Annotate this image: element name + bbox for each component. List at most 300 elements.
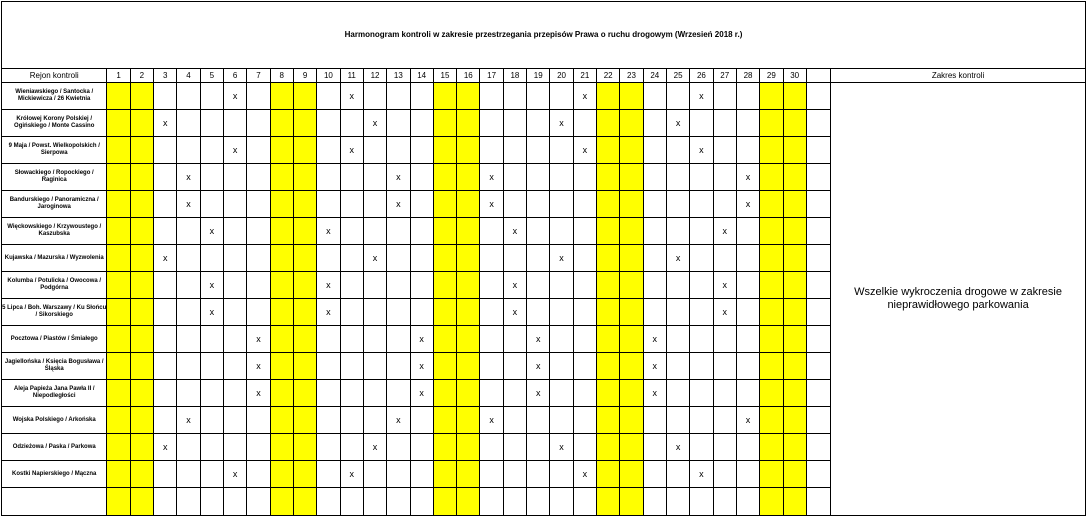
day-cell: [503, 434, 526, 461]
day-cell: [224, 299, 247, 326]
day-cell: [363, 326, 386, 353]
spacer-cell: [806, 461, 830, 488]
day-cell: [270, 326, 293, 353]
control-mark: x: [736, 191, 759, 218]
day-cell: [410, 272, 433, 299]
day-cell: [527, 164, 550, 191]
day-cell: [433, 218, 456, 245]
day-cell: [107, 164, 130, 191]
day-cell: [387, 110, 410, 137]
day-header: 18: [503, 69, 526, 83]
control-mark: x: [503, 218, 526, 245]
day-cell: [503, 83, 526, 110]
day-cell: [387, 434, 410, 461]
day-cell: [573, 245, 596, 272]
day-header: 19: [527, 69, 550, 83]
day-cell: [527, 407, 550, 434]
day-cell: [293, 461, 316, 488]
control-mark: x: [154, 110, 177, 137]
day-cell: [597, 137, 620, 164]
day-header: 12: [363, 69, 386, 83]
day-cell: [154, 488, 177, 516]
day-cell: [340, 299, 363, 326]
day-cell: [713, 110, 736, 137]
day-cell: [200, 434, 223, 461]
day-header: 29: [760, 69, 783, 83]
day-cell: [760, 272, 783, 299]
day-cell: [154, 407, 177, 434]
control-mark: x: [177, 191, 200, 218]
day-cell: [410, 488, 433, 516]
day-cell: [783, 272, 806, 299]
day-cell: [224, 380, 247, 407]
spacer-cell: [806, 326, 830, 353]
day-cell: [224, 164, 247, 191]
control-mark: x: [247, 326, 270, 353]
rejon-cell: Aleja Papieża Jana Pawła II / Niepodległości: [2, 380, 107, 407]
day-cell: [107, 137, 130, 164]
control-mark: x: [480, 164, 503, 191]
day-header: 4: [177, 69, 200, 83]
day-cell: [480, 272, 503, 299]
day-cell: [783, 380, 806, 407]
day-cell: [130, 326, 153, 353]
day-cell: [387, 326, 410, 353]
day-header: 3: [154, 69, 177, 83]
day-cell: [200, 461, 223, 488]
day-cell: [573, 164, 596, 191]
day-cell: [690, 272, 713, 299]
day-cell: [666, 272, 689, 299]
day-cell: [527, 110, 550, 137]
day-cell: [433, 164, 456, 191]
day-cell: [340, 272, 363, 299]
schedule-table: [1, 1, 1086, 516]
day-cell: [713, 407, 736, 434]
day-cell: [177, 434, 200, 461]
day-cell: [247, 137, 270, 164]
day-cell: [527, 191, 550, 218]
day-cell: [597, 461, 620, 488]
day-cell: [270, 137, 293, 164]
day-cell: [293, 380, 316, 407]
day-cell: [363, 299, 386, 326]
spacer-cell: [806, 191, 830, 218]
control-mark: x: [154, 245, 177, 272]
day-cell: [270, 488, 293, 516]
rejon-cell: Więckowskiego / Krzywoustego / Kaszubska: [2, 218, 107, 245]
day-header: 15: [433, 69, 456, 83]
day-cell: [154, 83, 177, 110]
day-cell: [573, 353, 596, 380]
day-cell: [363, 137, 386, 164]
rejon-header: Rejon kontroli: [2, 69, 107, 83]
day-cell: [224, 326, 247, 353]
day-cell: [760, 407, 783, 434]
day-cell: [433, 191, 456, 218]
control-mark: x: [666, 110, 689, 137]
day-cell: [503, 137, 526, 164]
day-cell: [387, 83, 410, 110]
day-cell: [177, 110, 200, 137]
day-cell: [480, 434, 503, 461]
day-cell: [270, 434, 293, 461]
day-cell: [457, 353, 480, 380]
day-cell: [690, 407, 713, 434]
day-cell: [457, 272, 480, 299]
control-mark: x: [200, 272, 223, 299]
spacer-cell: [806, 110, 830, 137]
day-cell: [783, 488, 806, 516]
day-cell: [457, 110, 480, 137]
day-header: 2: [130, 69, 153, 83]
day-cell: [363, 218, 386, 245]
day-cell: [107, 434, 130, 461]
day-cell: [340, 407, 363, 434]
day-cell: [317, 83, 340, 110]
rejon-cell: 9 Maja / Powst. Wielkopolskich / Sierpowa: [2, 137, 107, 164]
control-mark: x: [736, 407, 759, 434]
day-cell: [154, 353, 177, 380]
day-cell: [387, 380, 410, 407]
day-cell: [433, 137, 456, 164]
day-cell: [760, 434, 783, 461]
day-cell: [433, 272, 456, 299]
day-cell: [130, 110, 153, 137]
day-cell: [340, 380, 363, 407]
day-cell: [666, 164, 689, 191]
day-cell: [224, 434, 247, 461]
day-cell: [247, 218, 270, 245]
day-cell: [690, 164, 713, 191]
spacer-cell: [806, 137, 830, 164]
day-cell: [643, 164, 666, 191]
day-cell: [363, 407, 386, 434]
day-cell: [550, 164, 573, 191]
day-cell: [713, 83, 736, 110]
control-mark: x: [410, 380, 433, 407]
day-cell: [317, 461, 340, 488]
control-mark: x: [666, 245, 689, 272]
day-cell: [387, 488, 410, 516]
table-row: [2, 83, 1086, 110]
day-cell: [503, 191, 526, 218]
day-cell: [387, 461, 410, 488]
day-cell: [340, 488, 363, 516]
day-cell: [480, 488, 503, 516]
day-cell: [503, 245, 526, 272]
day-cell: [270, 110, 293, 137]
control-mark: x: [363, 110, 386, 137]
control-mark: x: [177, 164, 200, 191]
day-cell: [573, 299, 596, 326]
control-mark: x: [387, 407, 410, 434]
day-header: 22: [597, 69, 620, 83]
control-mark: x: [713, 272, 736, 299]
day-cell: [713, 191, 736, 218]
day-cell: [760, 326, 783, 353]
day-cell: [410, 461, 433, 488]
day-cell: [433, 434, 456, 461]
day-cell: [363, 83, 386, 110]
control-mark: x: [480, 407, 503, 434]
day-cell: [247, 191, 270, 218]
day-cell: [666, 380, 689, 407]
day-cell: [293, 191, 316, 218]
day-cell: [573, 272, 596, 299]
control-mark: x: [363, 245, 386, 272]
day-cell: [690, 245, 713, 272]
day-cell: [293, 83, 316, 110]
spacer-cell: [806, 353, 830, 380]
day-cell: [293, 488, 316, 516]
day-cell: [713, 164, 736, 191]
day-cell: [247, 299, 270, 326]
control-mark: x: [713, 218, 736, 245]
day-cell: [666, 407, 689, 434]
day-cell: [363, 272, 386, 299]
day-cell: [597, 434, 620, 461]
control-mark: x: [363, 434, 386, 461]
day-header: 30: [783, 69, 806, 83]
day-cell: [713, 434, 736, 461]
day-cell: [620, 245, 643, 272]
control-mark: x: [550, 434, 573, 461]
day-cell: [107, 83, 130, 110]
day-cell: [503, 110, 526, 137]
spacer-cell: [806, 245, 830, 272]
day-cell: [783, 83, 806, 110]
day-cell: [760, 461, 783, 488]
day-cell: [130, 407, 153, 434]
control-mark: x: [177, 407, 200, 434]
day-cell: [550, 488, 573, 516]
rejon-cell: Pocztowa / Piastów / Śmiałego: [2, 326, 107, 353]
day-cell: [736, 326, 759, 353]
control-mark: x: [643, 353, 666, 380]
day-cell: [200, 137, 223, 164]
day-cell: [643, 83, 666, 110]
day-cell: [736, 488, 759, 516]
control-mark: x: [200, 299, 223, 326]
control-mark: x: [247, 353, 270, 380]
day-cell: [224, 407, 247, 434]
day-cell: [620, 164, 643, 191]
day-cell: [550, 83, 573, 110]
day-cell: [550, 218, 573, 245]
control-mark: x: [224, 83, 247, 110]
day-cell: [597, 245, 620, 272]
rejon-cell: Słowackiego / Ropockiego / Raginica: [2, 164, 107, 191]
control-mark: x: [224, 461, 247, 488]
day-cell: [480, 137, 503, 164]
day-cell: [270, 407, 293, 434]
day-cell: [363, 164, 386, 191]
day-cell: [340, 110, 363, 137]
control-mark: x: [573, 137, 596, 164]
day-cell: [270, 299, 293, 326]
day-cell: [736, 218, 759, 245]
day-cell: [177, 326, 200, 353]
day-cell: [270, 164, 293, 191]
day-cell: [713, 461, 736, 488]
day-cell: [457, 434, 480, 461]
day-cell: [457, 380, 480, 407]
day-cell: [503, 326, 526, 353]
day-cell: [620, 407, 643, 434]
day-cell: [410, 137, 433, 164]
day-cell: [620, 461, 643, 488]
day-cell: [666, 137, 689, 164]
day-cell: [363, 353, 386, 380]
day-cell: [666, 488, 689, 516]
day-cell: [713, 326, 736, 353]
rejon-cell: Kostki Napierskiego / Mączna: [2, 461, 107, 488]
day-cell: [713, 380, 736, 407]
day-cell: [457, 164, 480, 191]
day-cell: [620, 110, 643, 137]
day-cell: [713, 353, 736, 380]
day-cell: [690, 488, 713, 516]
day-cell: [317, 488, 340, 516]
day-cell: [317, 191, 340, 218]
day-cell: [480, 110, 503, 137]
day-cell: [480, 461, 503, 488]
day-cell: [736, 110, 759, 137]
day-cell: [620, 353, 643, 380]
day-header: 1: [107, 69, 130, 83]
day-cell: [154, 191, 177, 218]
day-cell: [527, 434, 550, 461]
day-cell: [387, 245, 410, 272]
control-mark: x: [666, 434, 689, 461]
day-cell: [270, 380, 293, 407]
day-cell: [783, 164, 806, 191]
day-cell: [690, 218, 713, 245]
day-cell: [527, 245, 550, 272]
day-cell: [760, 218, 783, 245]
day-cell: [457, 218, 480, 245]
day-cell: [527, 488, 550, 516]
day-cell: [573, 488, 596, 516]
day-cell: [480, 245, 503, 272]
day-cell: [410, 83, 433, 110]
day-cell: [736, 434, 759, 461]
day-cell: [224, 272, 247, 299]
day-cell: [783, 137, 806, 164]
day-cell: [550, 191, 573, 218]
day-cell: [480, 326, 503, 353]
day-cell: [317, 245, 340, 272]
day-header: 21: [573, 69, 596, 83]
day-cell: [293, 245, 316, 272]
day-cell: [363, 191, 386, 218]
day-cell: [666, 326, 689, 353]
day-cell: [760, 488, 783, 516]
day-cell: [713, 488, 736, 516]
control-mark: x: [690, 83, 713, 110]
day-cell: [177, 245, 200, 272]
day-cell: [270, 461, 293, 488]
day-cell: [597, 299, 620, 326]
control-mark: x: [527, 380, 550, 407]
day-cell: [527, 461, 550, 488]
schedule-title: Harmonogram kontroli w zakresie przestrzegania przepisów Prawa o ruchu drogowym (Wrzesień 2018 r.): [2, 2, 1086, 69]
day-cell: [317, 434, 340, 461]
day-cell: [643, 137, 666, 164]
zakres-cell: Wszelkie wykroczenia drogowe w zakresie nieprawidłowego parkowania: [831, 83, 1086, 516]
day-cell: [317, 110, 340, 137]
day-cell: [666, 83, 689, 110]
day-cell: [783, 353, 806, 380]
day-cell: [503, 380, 526, 407]
control-mark: x: [503, 272, 526, 299]
day-cell: [713, 245, 736, 272]
day-cell: [270, 272, 293, 299]
day-cell: [433, 110, 456, 137]
day-header: 10: [317, 69, 340, 83]
control-mark: x: [527, 353, 550, 380]
control-mark: x: [410, 353, 433, 380]
control-mark: x: [247, 380, 270, 407]
day-cell: [690, 326, 713, 353]
spacer-cell: [806, 218, 830, 245]
day-cell: [270, 353, 293, 380]
day-cell: [620, 488, 643, 516]
day-cell: [107, 380, 130, 407]
day-cell: [433, 461, 456, 488]
zakres-header: Zakres kontroli: [831, 69, 1086, 83]
day-cell: [480, 353, 503, 380]
day-cell: [550, 407, 573, 434]
day-cell: [130, 488, 153, 516]
day-cell: [760, 191, 783, 218]
day-cell: [107, 488, 130, 516]
day-cell: [503, 488, 526, 516]
day-cell: [736, 272, 759, 299]
day-header: 24: [643, 69, 666, 83]
day-cell: [760, 137, 783, 164]
day-cell: [783, 110, 806, 137]
day-cell: [130, 137, 153, 164]
rejon-cell: Wojska Polskiego / Arkońska: [2, 407, 107, 434]
day-header: 7: [247, 69, 270, 83]
day-cell: [317, 164, 340, 191]
day-cell: [503, 353, 526, 380]
day-cell: [154, 299, 177, 326]
day-cell: [690, 380, 713, 407]
day-cell: [527, 83, 550, 110]
day-cell: [177, 137, 200, 164]
day-cell: [643, 488, 666, 516]
day-cell: [387, 353, 410, 380]
day-cell: [154, 272, 177, 299]
day-cell: [340, 164, 363, 191]
day-cell: [293, 218, 316, 245]
day-cell: [573, 434, 596, 461]
day-cell: [130, 272, 153, 299]
day-cell: [550, 353, 573, 380]
rejon-cell: [2, 488, 107, 516]
day-cell: [597, 272, 620, 299]
day-cell: [270, 218, 293, 245]
day-cell: [177, 272, 200, 299]
day-cell: [643, 245, 666, 272]
day-cell: [293, 272, 316, 299]
day-header: 16: [457, 69, 480, 83]
day-cell: [597, 380, 620, 407]
day-cell: [410, 218, 433, 245]
